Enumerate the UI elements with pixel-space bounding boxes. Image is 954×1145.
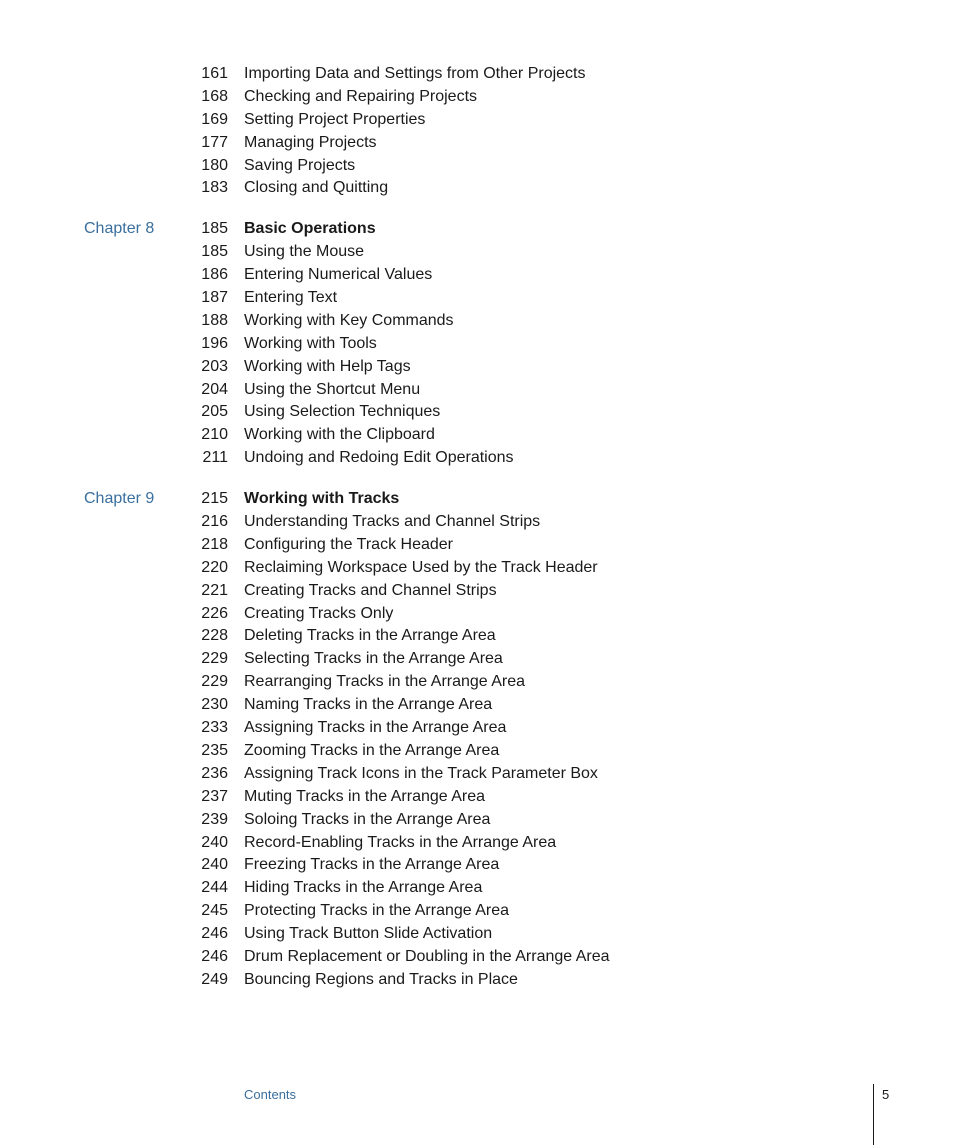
footer-divider xyxy=(873,1084,874,1145)
toc-page-number: 210 xyxy=(201,426,228,444)
toc-entry[interactable] xyxy=(0,286,954,309)
toc-page-number: 240 xyxy=(201,833,228,851)
toc-entry[interactable] xyxy=(0,922,954,945)
toc-section xyxy=(0,217,954,469)
toc-entry[interactable] xyxy=(0,108,954,131)
toc-page-number: 229 xyxy=(201,673,228,691)
toc-entry-title: Working with the Clipboard xyxy=(244,426,435,444)
toc-entry[interactable] xyxy=(0,899,954,922)
toc-entry[interactable] xyxy=(0,263,954,286)
toc-page-number: 233 xyxy=(201,719,228,737)
toc-entry-title: Entering Numerical Values xyxy=(244,266,433,284)
toc-entry-title: Working with Tracks xyxy=(244,490,400,508)
toc-page-number: 187 xyxy=(201,289,228,307)
toc-entry[interactable] xyxy=(0,309,954,332)
toc-page-number: 246 xyxy=(201,925,228,943)
toc-section xyxy=(0,487,954,991)
toc-page-number: 211 xyxy=(202,449,228,467)
toc-page-number: 215 xyxy=(201,490,228,508)
toc-entry[interactable] xyxy=(0,739,954,762)
toc-page-number: 203 xyxy=(201,357,228,375)
toc-page-number: 205 xyxy=(201,403,228,421)
table-of-contents xyxy=(0,62,954,1009)
toc-entry-title: Closing and Quitting xyxy=(244,179,389,197)
toc-page-number: 239 xyxy=(201,810,228,828)
toc-page-number: 230 xyxy=(201,696,228,714)
toc-page-number: 235 xyxy=(201,741,228,759)
toc-entry-title: Entering Text xyxy=(244,289,338,307)
chapter-label: Chapter 8 xyxy=(84,220,155,238)
toc-entry[interactable] xyxy=(0,332,954,355)
toc-page-number: 177 xyxy=(201,133,228,151)
toc-entry[interactable] xyxy=(0,240,954,263)
toc-page-number: 237 xyxy=(201,787,228,805)
toc-page-number: 185 xyxy=(201,243,228,261)
toc-page-number: 183 xyxy=(201,179,228,197)
toc-entry[interactable] xyxy=(0,400,954,423)
toc-entry-title: Basic Operations xyxy=(244,220,376,238)
toc-entry-title: Saving Projects xyxy=(244,156,356,174)
toc-entry[interactable] xyxy=(0,693,954,716)
toc-entry-title: Assigning Tracks in the Arrange Area xyxy=(244,719,507,737)
toc-page-number: 186 xyxy=(201,266,228,284)
toc-entry[interactable] xyxy=(0,670,954,693)
toc-chapter-heading[interactable] xyxy=(0,217,954,240)
toc-entry[interactable] xyxy=(0,446,954,469)
toc-entry-title: Using the Shortcut Menu xyxy=(244,380,421,398)
toc-page-number: 169 xyxy=(201,110,228,128)
toc-page-number: 204 xyxy=(201,380,228,398)
toc-entry-title: Understanding Tracks and Channel Strips xyxy=(244,513,541,531)
toc-entry-title: Assigning Track Icons in the Track Parameter Box xyxy=(244,764,598,782)
toc-entry[interactable] xyxy=(0,131,954,154)
toc-entry-title: Selecting Tracks in the Arrange Area xyxy=(244,650,503,668)
toc-entry-title: Setting Project Properties xyxy=(244,110,426,128)
toc-page-number: 240 xyxy=(201,856,228,874)
toc-entry[interactable] xyxy=(0,85,954,108)
toc-entry-title: Using Track Button Slide Activation xyxy=(244,925,493,943)
toc-entry-title: Managing Projects xyxy=(244,133,377,151)
toc-entry[interactable] xyxy=(0,762,954,785)
toc-entry[interactable] xyxy=(0,716,954,739)
toc-entry[interactable] xyxy=(0,533,954,556)
toc-entry-title: Bouncing Regions and Tracks in Place xyxy=(244,970,518,988)
toc-entry-title: Protecting Tracks in the Arrange Area xyxy=(244,902,510,920)
toc-entry[interactable] xyxy=(0,945,954,968)
page-number: 5 xyxy=(882,1087,890,1102)
toc-chapter-heading[interactable] xyxy=(0,487,954,510)
toc-entry[interactable] xyxy=(0,423,954,446)
toc-page-number: 228 xyxy=(201,627,228,645)
toc-entry[interactable] xyxy=(0,176,954,199)
toc-entry-title: Importing Data and Settings from Other Projects xyxy=(244,65,586,82)
toc-entry[interactable] xyxy=(0,647,954,670)
toc-page-number: 236 xyxy=(201,764,228,782)
toc-page-number: 196 xyxy=(201,334,228,352)
toc-entry[interactable] xyxy=(0,556,954,579)
footer-section-label: Contents xyxy=(244,1087,297,1102)
toc-entry[interactable] xyxy=(0,624,954,647)
toc-entry-title: Configuring the Track Header xyxy=(244,535,453,553)
toc-entry[interactable] xyxy=(0,602,954,625)
toc-page-number: 218 xyxy=(201,535,228,553)
toc-entry-title: Hiding Tracks in the Arrange Area xyxy=(244,879,483,897)
toc-entry-title: Freezing Tracks in the Arrange Area xyxy=(244,856,500,874)
toc-entry[interactable] xyxy=(0,154,954,177)
toc-page-number: 226 xyxy=(201,604,228,622)
toc-entry[interactable] xyxy=(0,876,954,899)
toc-entry-title: Rearranging Tracks in the Arrange Area xyxy=(244,673,526,691)
toc-entry-title: Reclaiming Workspace Used by the Track Header xyxy=(244,558,598,576)
toc-page-number: 185 xyxy=(201,220,228,238)
toc-page-number: 229 xyxy=(201,650,228,668)
toc-entry-title: Undoing and Redoing Edit Operations xyxy=(244,449,514,467)
toc-entry[interactable] xyxy=(0,831,954,854)
toc-entry-title: Using the Mouse xyxy=(244,243,365,261)
toc-entry[interactable] xyxy=(0,510,954,533)
toc-entry-title: Creating Tracks Only xyxy=(244,604,394,622)
toc-entry-title: Creating Tracks and Channel Strips xyxy=(244,581,497,599)
toc-entry[interactable] xyxy=(0,968,954,991)
toc-entry[interactable] xyxy=(0,378,954,401)
toc-entry[interactable] xyxy=(0,355,954,378)
toc-section xyxy=(0,62,954,199)
toc-entry[interactable] xyxy=(0,853,954,876)
toc-entry-title: Working with Tools xyxy=(244,334,377,352)
toc-entry-title: Using Selection Techniques xyxy=(244,403,441,421)
toc-entry[interactable] xyxy=(0,808,954,831)
chapter-label: Chapter 9 xyxy=(84,490,155,508)
toc-entry[interactable] xyxy=(0,62,954,85)
toc-page-number: 221 xyxy=(201,581,228,599)
toc-entry-title: Zooming Tracks in the Arrange Area xyxy=(244,741,500,759)
toc-entry-title: Muting Tracks in the Arrange Area xyxy=(244,787,486,805)
toc-entry-title: Working with Help Tags xyxy=(244,357,411,375)
toc-page-number: 220 xyxy=(201,558,228,576)
toc-entry-title: Deleting Tracks in the Arrange Area xyxy=(244,627,496,645)
toc-entry-title: Soloing Tracks in the Arrange Area xyxy=(244,810,491,828)
toc-page-number: 168 xyxy=(201,87,228,105)
toc-page-number: 180 xyxy=(201,156,228,174)
toc-page-number: 249 xyxy=(201,970,228,988)
toc-page-number: 246 xyxy=(201,947,228,965)
toc-page-number: 216 xyxy=(201,513,228,531)
toc-page-number: 245 xyxy=(201,902,228,920)
toc-entry-title: Record-Enabling Tracks in the Arrange Area xyxy=(244,833,557,851)
toc-entry-title: Checking and Repairing Projects xyxy=(244,87,478,105)
toc-entry[interactable] xyxy=(0,785,954,808)
toc-entry-title: Working with Key Commands xyxy=(244,311,454,329)
toc-entry-title: Naming Tracks in the Arrange Area xyxy=(244,696,493,714)
toc-entry[interactable] xyxy=(0,579,954,602)
toc-entry-title: Drum Replacement or Doubling in the Arrange Area xyxy=(244,947,610,965)
toc-page-number: 244 xyxy=(201,879,228,897)
toc-page-number: 188 xyxy=(201,311,228,329)
toc-page-number: 161 xyxy=(201,65,228,82)
